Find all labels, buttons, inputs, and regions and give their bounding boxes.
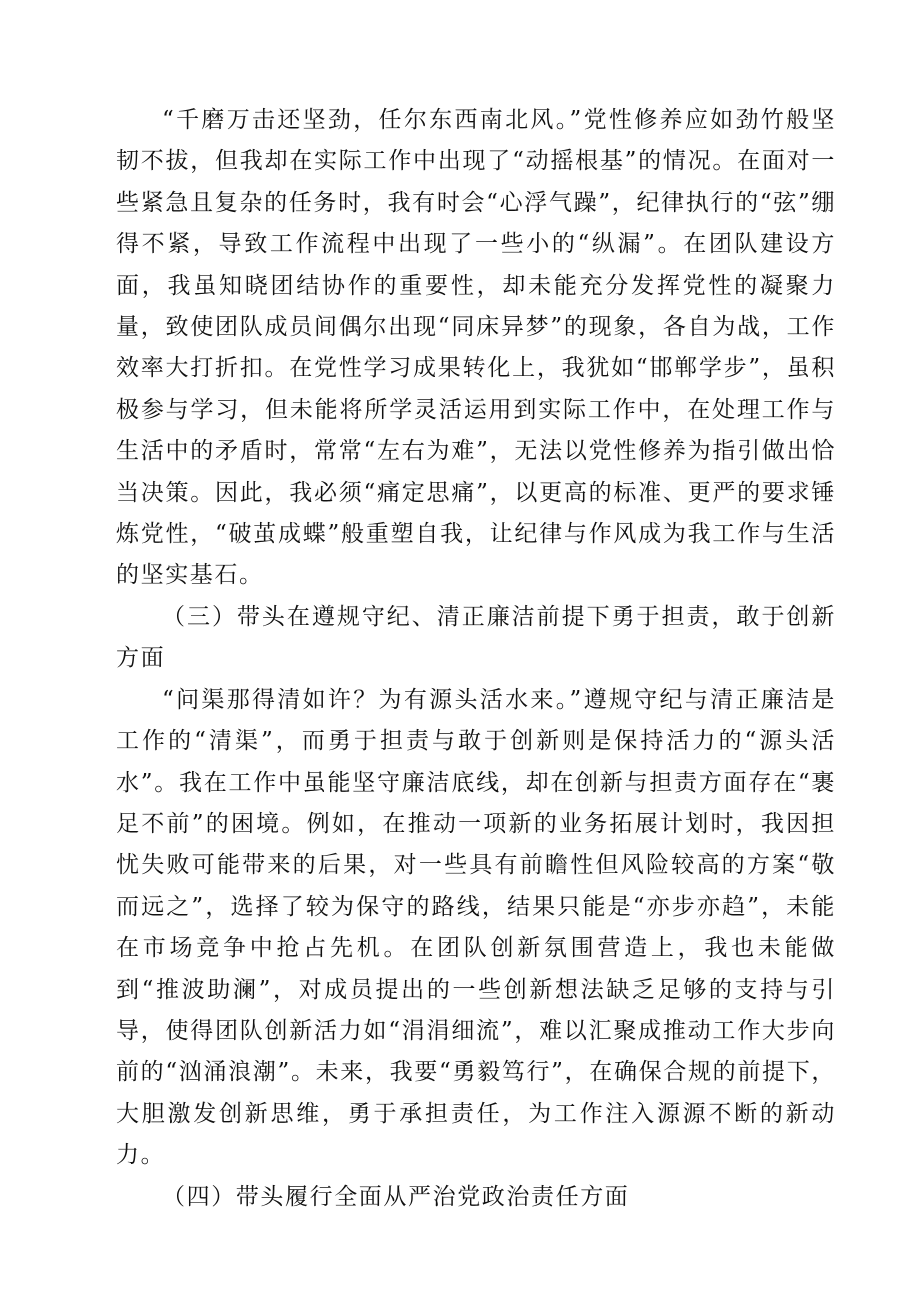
section-heading-4: （四）带头履行全面从严治党政治责任方面: [162, 1183, 630, 1210]
section-heading-3: （三）带头在遵规守纪、清正廉洁前提下勇于担责，敢于创新方面: [116, 603, 836, 672]
body-paragraph-innovation: “问渠那得清如许？为有源头活水来。”遵规守纪与清正廉洁是工作的“清渠”，而勇于担责与敢于创新则是保持活力的“源头活水”。我在工作中虽能坚守廉洁底线，却在创新与担责方面存在“裹足不前”的困境。例如，在推动一项新的业务拓展计划时，我因担忧失败可能带来的后果，对一些具有前瞻性但风险较高的方案“敬而远之”，选择了较为保守的路线，结果只能是“亦步亦趋”，未能在市场竞争中抢占先机。在团队创新氛围营造上，我也未能做到“推波助澜”，对成员提出的一些创新想法缺乏足够的支持与引导，使得团队创新活力如“涓涓细流”，难以汇聚成推动工作大步向前的“汹涌浪潮”。未来，我要“勇毅笃行”，在确保合规的前提下，大胆激发创新思维，勇于承担责任，为工作注入源源不断的新动力。: [116, 686, 836, 1169]
document-body: [116, 100, 836, 1218]
body-paragraph-party-spirit: “千磨万击还坚劲，任尔东西南北风。”党性修养应如劲竹般坚韧不拔，但我却在实际工作中出现了“动摇根基”的情况。在面对一些紧急且复杂的任务时，我有时会“心浮气躁”，纪律执行的“弦”绷得不紧，导致工作流程中出现了一些小的“纵漏”。在团队建设方面，我虽知晓团结协作的重要性，却未能充分发挥党性的凝聚力量，致使团队成员间偶尔出现“同床异梦”的现象，各自为战，工作效率大打折扣。在党性学习成果转化上，我犹如“邯郸学步”，虽积极参与学习，但未能将所学灵活运用到实际工作中，在处理工作与生活中的矛盾时，常常“左右为难”，无法以党性修养为指引做出恰当决策。因此，我必须“痛定思痛”，以更高的标准、更严的要求锤炼党性，“破茧成蝶”般重塑自我，让纪律与作风成为我工作与生活的坚实基石。: [116, 107, 836, 589]
